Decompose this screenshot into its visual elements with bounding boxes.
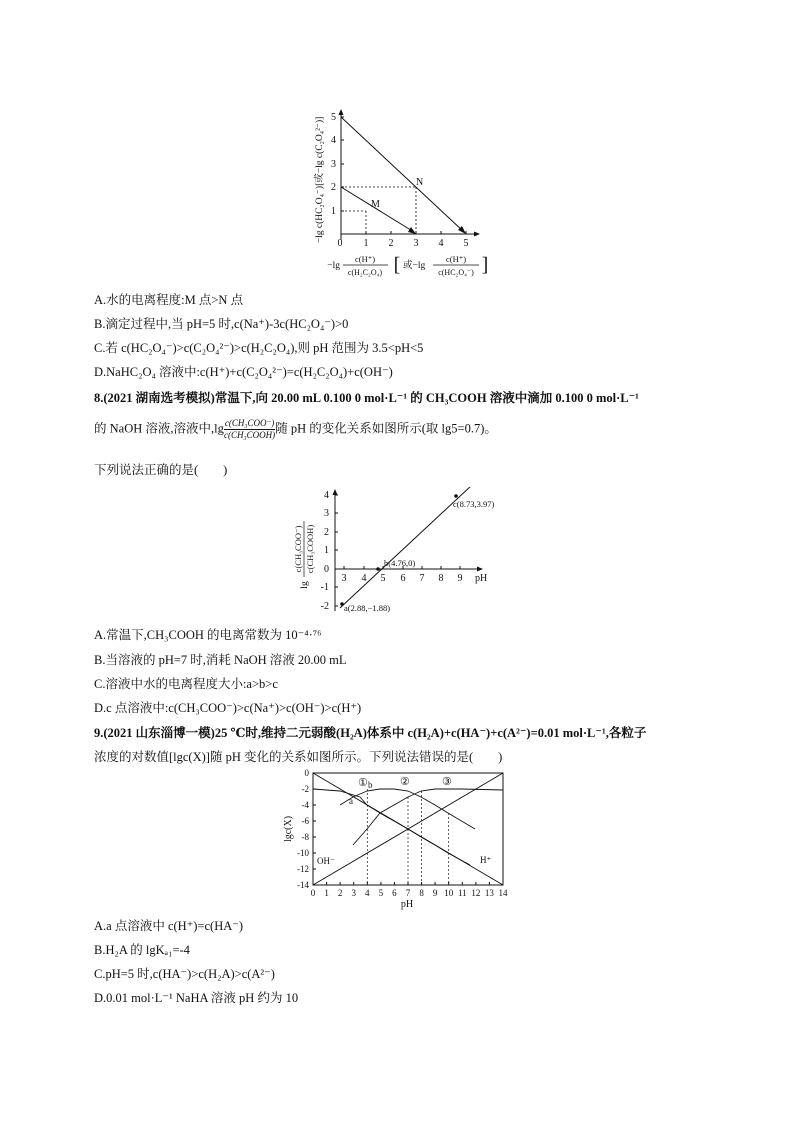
chart2-ylabel-den: c(CH₃COOH) — [305, 524, 315, 574]
y-tick-label: 4 — [324, 490, 329, 501]
acetic-acid-titration-chart — [285, 487, 505, 622]
x-tick-label: 5 — [380, 573, 386, 584]
q8-stem-line3: 下列说法正确的是( ) — [94, 463, 228, 477]
x-axis-title: pH — [475, 573, 488, 584]
point-label-a: a(2.88,−1.88) — [344, 603, 391, 613]
point-c — [454, 494, 458, 498]
curve-label-2: ② — [400, 776, 410, 788]
chart2-ylabel-prefix: lg — [300, 581, 310, 589]
x-tick-label: 11 — [457, 888, 467, 898]
x-tick-label: 12 — [471, 888, 481, 898]
y-tick-label: 0 — [304, 768, 309, 778]
y-tick-label: 3 — [324, 508, 329, 519]
x-tick-label: 5 — [378, 888, 384, 898]
line-lower-arrow — [408, 227, 416, 234]
x-tick-label: 4 — [361, 573, 367, 584]
x-tick-label: 9 — [457, 573, 463, 584]
oh-minus-label: OH⁻ — [317, 856, 335, 866]
chart1-x-label-mid: 或−lg — [403, 261, 426, 271]
q8-fraction-den: c(CH₃COOH) — [223, 430, 276, 440]
y-tick-label: 3 — [331, 159, 336, 170]
q8-fraction — [224, 418, 275, 441]
x-tick-label: 10 — [444, 888, 454, 898]
y-tick-label: -8 — [301, 832, 309, 842]
x-tick-label: 1 — [324, 888, 329, 898]
x-tick-label: 8 — [419, 888, 424, 898]
q8-option-c: C.溶液中水的电离程度大小:a>b>c — [94, 677, 278, 691]
q7-option-a: A.水的电离程度:M 点>N 点 — [94, 293, 244, 307]
q8-option-a: A.常温下,CH₃COOH 的电离常数为 10⁻⁴·⁷⁶ — [94, 628, 322, 642]
y-tick-label: -10 — [297, 848, 309, 858]
x-tick-label: 2 — [337, 888, 343, 898]
point-label-c: c(8.73,3.97) — [453, 499, 495, 509]
chart1-x-label-num2: c(H⁺) — [445, 254, 467, 264]
x-tick-label: 6 — [400, 573, 406, 584]
y-axis-arrow — [333, 489, 338, 495]
y-tick-label: -6 — [301, 816, 309, 826]
y-tick-label: -12 — [297, 864, 309, 874]
y-tick-label: 1 — [324, 545, 329, 556]
q9-option-c: C.pH=5 时,c(HA⁻)>c(H₂A)>c(A²⁻) — [94, 967, 275, 981]
q8-stem2-post: 随 pH 的变化关系如图所示(取 lg5=0.7)。 — [275, 421, 497, 436]
point-label-a: a — [349, 796, 353, 806]
y-tick-label: 0 — [324, 564, 329, 575]
ha-minus-curve — [340, 789, 475, 829]
q8-option-b: B.当溶液的 pH=7 时,消耗 NaOH 溶液 20.00 mL — [94, 653, 347, 667]
q9-stem-text: 9.(2021 山东淄博一模)25 ℃时,维持二元弱酸(H₂A)体系中 c(H₂A)+c(HA⁻)+c(A²⁻)=0.01 mol·L⁻¹,各粒子 — [94, 726, 647, 740]
y-tick-label: 5 — [331, 112, 336, 123]
x-tick-label: 3 — [413, 238, 419, 249]
oxalic-acid-chart — [300, 105, 500, 280]
y-tick-label: -2 — [320, 601, 329, 612]
h2a-curve — [313, 789, 470, 865]
q9-option-b: B.H₂A 的 lgKₐ₁=-4 — [94, 943, 190, 957]
line-upper — [341, 117, 464, 232]
chart1-y-axis-title: −lg c(HC₂O₄⁻)[或−lg c(C₂O₄²⁻)] — [315, 116, 325, 244]
x-tick-label: 2 — [388, 238, 394, 249]
x-tick-label: 1 — [363, 238, 369, 249]
x-tick-label: 4 — [438, 238, 444, 249]
chart2-ylabel-num: c(CH₃COO⁻) — [293, 525, 303, 573]
q9-stem-line2: 浓度的对数值[lgc(X)]随 pH 变化的关系如图所示。下列说法错误的是( ) — [94, 750, 503, 764]
y-tick-label: -14 — [297, 880, 309, 890]
q7-option-d: D.NaHC₂O₄ 溶液中:c(H⁺)+c(C₂O₄²⁻)=c(H₂C₂O₄)+c(OH⁻) — [94, 365, 393, 379]
q8-stem-line2 — [94, 418, 497, 441]
q9-stem-line1 — [94, 725, 646, 741]
bracket-right: ] — [481, 254, 489, 276]
chart1-x-label-prefix: −lg — [327, 261, 340, 271]
x-tick-label: 9 — [432, 888, 438, 898]
x-tick-label: 3 — [351, 888, 356, 898]
x-tick-label: 8 — [438, 573, 444, 584]
x-tick-label: 4 — [365, 888, 370, 898]
q7-option-c: C.若 c(HC₂O₄⁻)>c(C₂O₄²⁻)>c(H₂C₂O₄),则 pH 范围为 3.5<pH<5 — [94, 341, 424, 355]
q9-option-a: A.a 点溶液中 c(H⁺)=c(HA⁻) — [94, 919, 244, 933]
y-tick-label: 2 — [331, 182, 336, 193]
x-tick-label: 13 — [484, 888, 494, 898]
q8-stem2-pre: 的 NaOH 溶液,溶液中,lg — [94, 421, 224, 436]
point-b — [376, 567, 380, 571]
y-tick-label: -4 — [301, 800, 309, 810]
h-plus-label: H⁺ — [480, 855, 492, 865]
x-axis-title: pH — [400, 899, 414, 910]
point-label-b: b(4.76,0) — [384, 558, 416, 568]
y-axis-arrow — [339, 109, 344, 115]
q7-option-b: B.滴定过程中,当 pH=5 时,c(Na⁺)-3c(HC₂O₄⁻)>0 — [94, 317, 349, 331]
y-axis-title: lgc(X) — [283, 815, 294, 843]
y-tick-label: -1 — [320, 582, 329, 593]
chart1-x-label-num1: c(H⁺) — [354, 254, 376, 264]
x-tick-label: 5 — [463, 238, 469, 249]
x-tick-label: 14 — [498, 888, 508, 898]
curve-label-3: ③ — [442, 776, 452, 788]
guide-lines — [367, 789, 448, 885]
x-axis-arrow — [477, 567, 483, 572]
q8-option-d: D.c 点溶液中:c(CH₃COO⁻)>c(Na⁺)>c(OH⁻)>c(H⁺) — [94, 701, 362, 715]
y-tick-label: -2 — [301, 784, 309, 794]
x-tick-label: 7 — [405, 888, 411, 898]
y-tick-label: 4 — [331, 135, 336, 146]
y-tick-label: 1 — [331, 206, 336, 217]
q8-stem-line1 — [94, 390, 639, 406]
bracket-left: [ — [393, 254, 401, 276]
h2a-distribution-chart — [280, 767, 520, 912]
q9-option-d: D.0.01 mol·L⁻¹ NaHA 溶液 pH 约为 10 — [94, 991, 299, 1005]
point-label-m: M — [371, 199, 380, 210]
q8-stem-text: 8.(2021 湖南选考模拟)常温下,向 20.00 mL 0.100 0 mol·L⁻¹ 的 CH₃COOH 溶液中滴加 0.100 0 mol·L⁻¹ — [94, 391, 639, 405]
chart1-x-label-den1: c(H₂C₂O₄) — [347, 268, 383, 277]
x-tick-label: 0 — [337, 238, 343, 249]
y-tick-label: 2 — [324, 527, 329, 538]
x-tick-label: 7 — [419, 573, 425, 584]
chart1-x-label-den2: c(HC₂O₄⁻) — [438, 268, 474, 277]
q8-fraction-num: c(CH₃COO⁻) — [224, 418, 275, 428]
point-label-n: N — [416, 177, 424, 188]
x-axis-arrow — [474, 232, 480, 237]
x-tick-label: 0 — [310, 888, 316, 898]
x-tick-label: 3 — [341, 573, 347, 584]
chart2-y-axis-title — [293, 521, 315, 589]
point-label-b: b — [368, 780, 373, 790]
x-tick-label: 6 — [392, 888, 397, 898]
curve-label-1: ① — [358, 777, 368, 789]
